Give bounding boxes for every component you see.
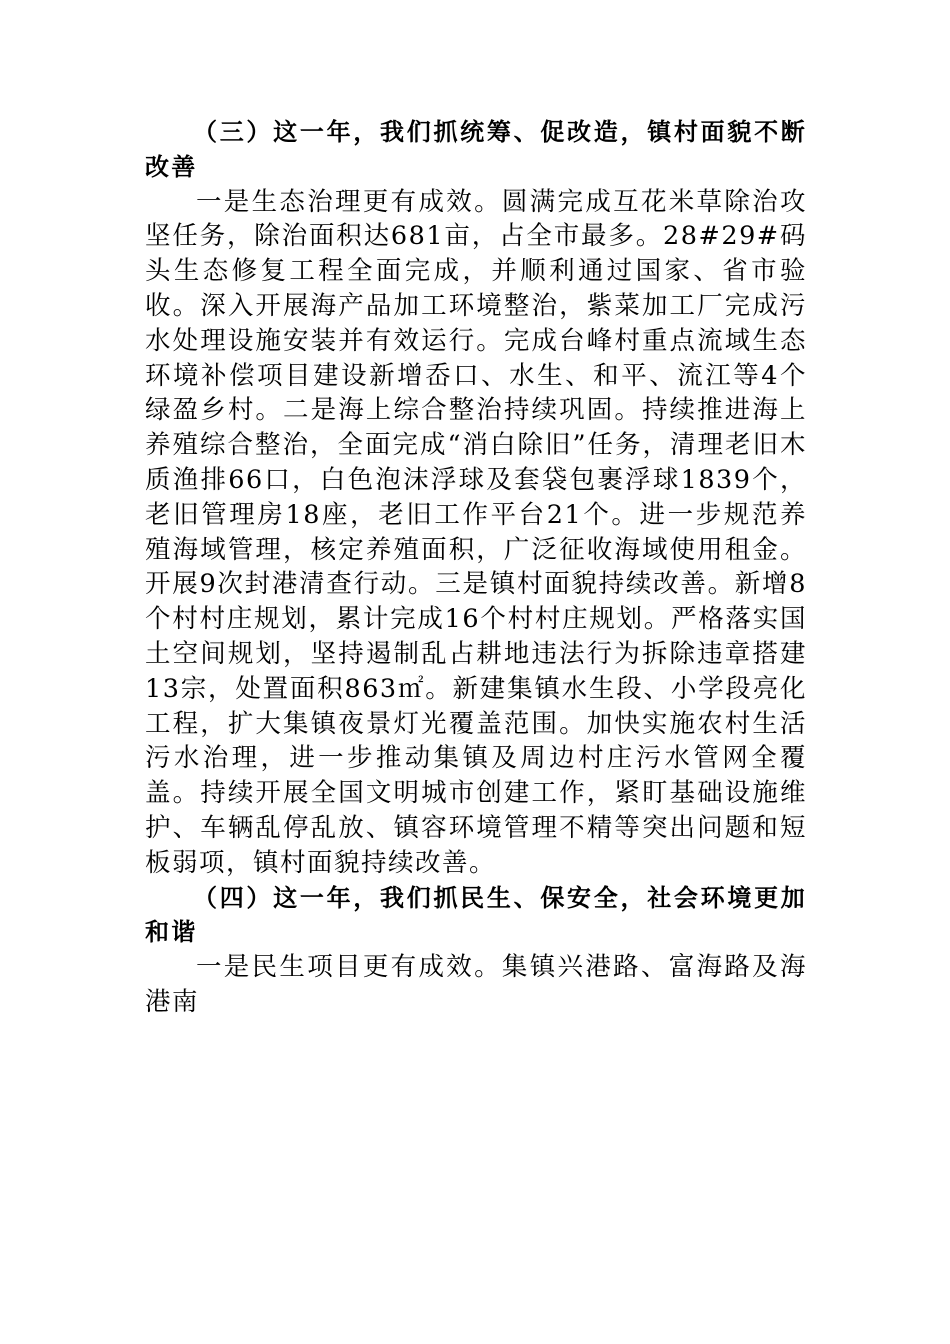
body-paragraph-livelihood: 一是民生项目更有成效。集镇兴港路、富海路及海港南 xyxy=(145,952,807,1017)
section-heading-4: （四）这一年，我们抓民生、保安全，社会环境更加和谐 xyxy=(145,883,807,947)
document-body xyxy=(145,115,807,1020)
body-paragraph-ecology: 一是生态治理更有成效。圆满完成互花米草除治攻坚任务，除治面积达681亩，占全市最多。28#29#码头生态修复工程全面完成，并顺利通过国家、省市验收。深入开展海产品加工环境整治，紫菜加工厂完成污水处理设施安装并有效运行。完成台峰村重点流域生态环境补偿项目建设新增岙口、水生、和平、流江等4个绿盈乡村。二是海上综合整治持续巩固。持续推进海上养殖综合整治，全面完成“消白除旧”任务，清理老旧木质渔排66口，白色泡沫浮球及套袋包裹浮球1839个，老旧管理房18座，老旧工作平台21个。进一步规范养殖海域管理，核定养殖面积，广泛征收海域使用租金。开展9次封港清查行动。三是镇村面貌持续改善。新增8个村村庄规划，累计完成16个村村庄规划。严格落实国土空间规划，坚持遏制乱占耕地违法行为拆除违章搭建13宗，处置面积863㎡。新建集镇水生段、小学段亮化工程，扩大集镇夜景灯光覆盖范围。加快实施农村生活污水治理，进一步推动集镇及周边村庄污水管网全覆盖。持续开展全国文明城市创建工作，紧盯基础设施维护、车辆乱停乱放、镇容环境管理不精等突出问题和短板弱项，镇村面貌持续改善。 xyxy=(145,186,807,878)
section-heading-3: （三）这一年，我们抓统筹、促改造，镇村面貌不断改善 xyxy=(145,118,807,181)
